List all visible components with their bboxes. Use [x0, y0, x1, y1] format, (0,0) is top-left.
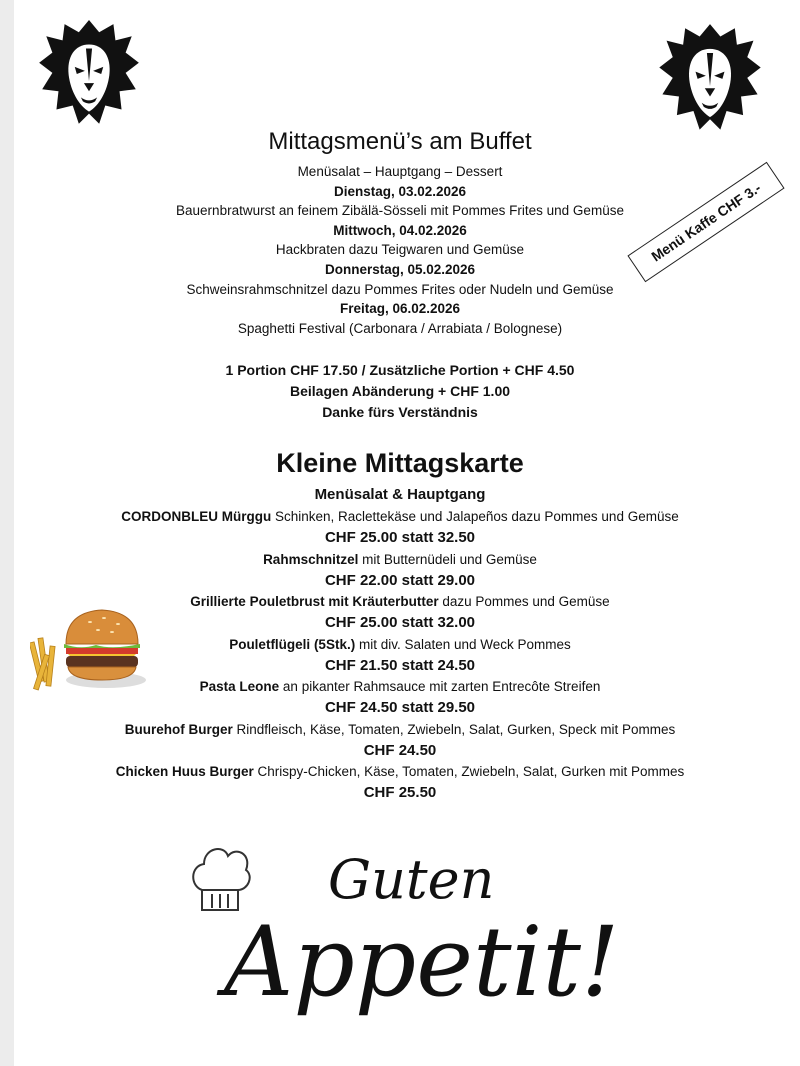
- dish-line: [0, 549, 800, 570]
- dish-desc: Schinken, Raclettekäse und Jalapeños dazu Pommes und Gemüse: [271, 509, 679, 524]
- day-dish: Hackbraten dazu Teigwaren und Gemüse: [275, 242, 525, 258]
- day-dish: Bauernbratwurst an feinem Zibälä-Sösseli mit Pommes Frites und Gemüse: [176, 203, 624, 219]
- day-date: Mittwoch, 04.02.2026: [333, 222, 467, 238]
- day-date: Donnerstag, 05.02.2026: [324, 261, 476, 277]
- coffee-price-stamp: Menü Kaffe CHF 3.-: [627, 162, 784, 282]
- dish-line: [0, 719, 800, 740]
- dish-name: Chicken Huus Burger: [115, 764, 254, 779]
- dish-price: CHF 21.50 statt 24.50: [324, 656, 476, 674]
- buffet-prices: [0, 360, 800, 423]
- dish-price: CHF 25.00 statt 32.00: [324, 614, 476, 631]
- side-change-price: Beilagen Abänderung + CHF 1.00: [289, 383, 511, 399]
- guten-text: Guten: [328, 848, 495, 911]
- dish-desc: mit div. Salaten und Weck Pommes: [355, 636, 571, 652]
- dish-name: Pasta Leone: [199, 679, 280, 694]
- portion-price: 1 Portion CHF 17.50 / Zusätzliche Portion + CHF 4.50: [225, 362, 575, 378]
- dish-desc: Rindfleisch, Käse, Tomaten, Zwiebeln, Salat, Gurken, Speck mit Pommes: [232, 721, 676, 737]
- dish-name: Buurehof Burger: [124, 721, 233, 737]
- dish-desc: mit Butternüdeli und Gemüse: [358, 551, 537, 567]
- dish-price: CHF 24.50 statt 29.50: [324, 699, 476, 716]
- day-dish: Spaghetti Festival (Carbonara / Arrabiata / Bolognese): [237, 320, 563, 336]
- dish-price: CHF 25.00 statt 32.50: [324, 529, 476, 546]
- dish-price: CHF 25.50: [363, 784, 437, 801]
- dish-name: Rahmschnitzel: [263, 551, 359, 567]
- dish-name: Grillierte Pouletbrust mit Kräuterbutter: [190, 594, 439, 609]
- burger-fries-icon: [30, 590, 148, 702]
- dish-price: CHF 24.50: [363, 741, 437, 759]
- karte-subtitle: Menüsalat & Hauptgang: [314, 486, 486, 503]
- dish-line: [0, 761, 800, 782]
- dish-price: CHF 22.00 statt 29.00: [324, 571, 476, 589]
- dish-desc: an pikanter Rahmsauce mit zarten Entrecôte Streifen: [279, 679, 601, 694]
- buffet-title: Mittagsmenü’s am Buffet: [268, 128, 532, 155]
- karte-title: Kleine Mittagskarte: [276, 448, 524, 478]
- lion-head-icon: [38, 18, 140, 136]
- dish-line: [0, 506, 800, 527]
- guten-appetit-banner: [172, 826, 624, 1030]
- dish-name: Pouletflügeli (5Stk.): [229, 636, 356, 652]
- buffet-courses: Menüsalat – Hauptgang – Dessert: [297, 164, 503, 179]
- dish-name: CORDONBLEU Mürggu: [121, 509, 272, 524]
- day-date: Dienstag, 03.02.2026: [333, 183, 467, 199]
- appetit-text: Appetit!: [224, 906, 620, 1018]
- day-date: Freitag, 06.02.2026: [339, 301, 461, 317]
- day-dish: Schweinsrahmschnitzel dazu Pommes Frites oder Nudeln und Gemüse: [186, 281, 614, 297]
- dish-desc: dazu Pommes und Gemüse: [438, 594, 610, 609]
- thanks-note: Danke fürs Verständnis: [322, 404, 478, 420]
- dish-desc: Chrispy-Chicken, Käse, Tomaten, Zwiebeln, Salat, Gurken mit Pommes: [253, 764, 685, 779]
- lion-head-icon: [656, 22, 764, 142]
